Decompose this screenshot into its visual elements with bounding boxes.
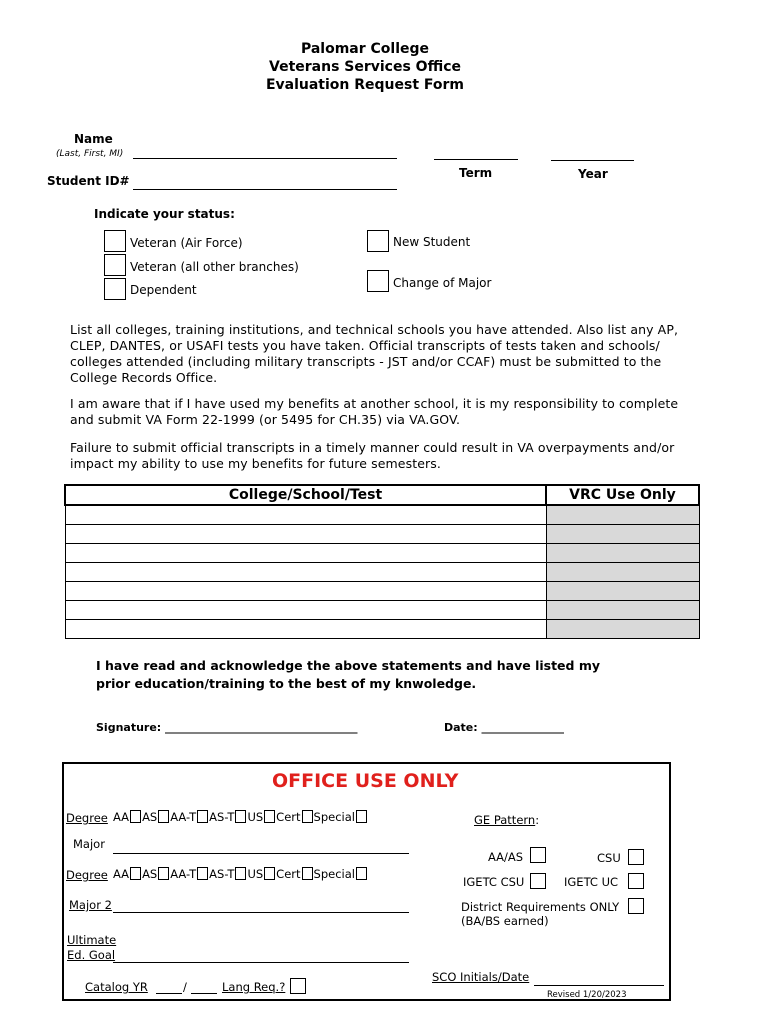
csu-checkbox[interactable] [628,849,644,865]
vrc-cell [546,601,699,620]
district-requirements-checkbox[interactable] [628,898,644,914]
major-2-field[interactable] [113,912,409,913]
degree-2-as-t-checkbox[interactable] [235,867,246,880]
degree-us-checkbox[interactable] [264,810,275,823]
acknowledge-line-1: I have read and acknowledge the above statements and have listed my [96,658,601,673]
degree-2-cert-checkbox[interactable] [302,867,313,880]
district-requirements-note: (BA/BS earned) [461,914,549,928]
csu-label: CSU [597,851,621,865]
college-cell[interactable] [65,544,546,563]
table-row [65,563,699,582]
change-of-major-checkbox[interactable] [367,270,389,292]
ultimate-ed-goal-field[interactable] [113,962,409,963]
status-heading: Indicate your status: [94,207,235,221]
new-student-label: New Student [393,235,471,249]
signature-field[interactable]: Signature: ___________________________________ [96,721,358,734]
degree-2-cert: Cert [276,867,301,881]
ed-goal-label: Ed. Goal [67,948,116,962]
prior-education-table [64,484,700,639]
vrc-cell [546,563,699,582]
catalog-year-end-field[interactable] [191,993,217,994]
dependent-checkbox[interactable] [104,278,126,300]
table-row [65,582,699,601]
catalog-year-label: Catalog YR [85,980,148,994]
benefits-paragraph: I am aware that if I have used my benefits at another school, it is my responsibility to complete and submit VA Form 22-1999 (or 5495 for CH.35) via VA.GOV. [70,396,679,427]
office-use-title: OFFICE USE ONLY [272,770,459,792]
ge-pattern-text: GE Pattern [474,813,536,827]
degree-2-label: Degree [66,868,108,882]
name-hint: (Last, First, MI) [56,149,124,159]
college-cell[interactable] [65,563,546,582]
change-of-major-label: Change of Major [393,276,492,290]
table-row [65,544,699,563]
table-row [65,505,699,525]
college-cell[interactable] [65,525,546,544]
catalog-year-start-field[interactable] [156,993,182,994]
college-column-header: College/School/Test [65,485,546,505]
ultimate-label: Ultimate [67,933,117,947]
igetc-csu-label: IGETC CSU [463,875,525,889]
degree-2-special: Special [313,867,355,881]
year-field[interactable] [551,160,634,161]
vrc-cell [546,582,699,601]
aa-as-checkbox[interactable] [530,847,546,863]
lang-req-label: Lang Req.? [222,980,286,994]
college-cell[interactable] [65,620,546,639]
degree-as-checkbox[interactable] [158,810,169,823]
degree-special-checkbox[interactable] [356,810,367,823]
table-row [65,601,699,620]
degree-2-aa-t: AA-T [170,867,197,881]
catalog-year-separator: / [183,980,187,994]
revised-date: Revised 1/20/2023 [547,990,627,1000]
table-header-row [65,485,699,505]
degree-cert-checkbox[interactable] [302,810,313,823]
degree-2-us-checkbox[interactable] [264,867,275,880]
vrc-cell [546,505,699,525]
table-row [65,525,699,544]
degree-special: Special [313,810,355,824]
lang-req-checkbox[interactable] [290,978,306,994]
sco-initials-label: SCO Initials/Date [432,970,530,984]
date-field[interactable]: Date: _______________ [444,721,565,734]
major-label: Major [73,837,105,851]
district-requirements-label: District Requirements ONLY [461,900,620,914]
acknowledge-line-2: prior education/training to the best of my knwoledge. [96,676,477,691]
degree-options-row-1 [113,810,368,824]
vrc-column-header: VRC Use Only [546,485,699,505]
term-field[interactable] [434,159,518,160]
ge-pattern-label [474,813,539,827]
degree-aa-checkbox[interactable] [130,810,141,823]
student-id-field[interactable] [133,189,397,190]
college-cell[interactable] [65,505,546,525]
degree-aa: AA [113,810,130,824]
transcripts-warning-paragraph: Failure to submit official transcripts in a timely manner could result in VA overpayments and/or impact my ability to use my benefits for future semesters. [70,440,675,471]
degree-2-as-t: AS-T [209,867,235,881]
degree-as: AS [142,810,158,824]
college-cell[interactable] [65,582,546,601]
veteran-other-checkbox[interactable] [104,254,126,276]
veteran-air-force-label: Veteran (Air Force) [130,236,243,250]
degree-label: Degree [66,811,108,825]
major-2-label: Major 2 [69,898,112,912]
degree-aa-t-checkbox[interactable] [197,810,208,823]
degree-as-t-checkbox[interactable] [235,810,246,823]
sco-initials-field[interactable] [534,985,664,986]
degree-options-row-2 [113,867,368,881]
major-field[interactable] [113,853,409,854]
degree-2-aa-t-checkbox[interactable] [197,867,208,880]
degree-2-as-checkbox[interactable] [158,867,169,880]
dependent-label: Dependent [130,283,197,297]
table-row [65,620,699,639]
college-name: Palomar College [300,41,430,57]
vrc-cell [546,544,699,563]
student-id-label: Student ID# [47,174,130,188]
degree-2-aa: AA [113,867,130,881]
veteran-air-force-checkbox[interactable] [104,230,126,252]
degree-us: US [247,810,264,824]
vrc-cell [546,525,699,544]
degree-aa-t: AA-T [170,810,197,824]
degree-cert: Cert [276,810,301,824]
igetc-uc-label: IGETC UC [564,875,619,889]
degree-2-aa-checkbox[interactable] [130,867,141,880]
degree-as-t: AS-T [209,810,235,824]
college-cell[interactable] [65,601,546,620]
degree-2-us: US [247,867,264,881]
igetc-csu-checkbox[interactable] [530,873,546,889]
aa-as-label: AA/AS [488,850,524,864]
year-label: Year [578,167,608,181]
degree-2-as: AS [142,867,158,881]
new-student-checkbox[interactable] [367,230,389,252]
vrc-cell [546,620,699,639]
form-title: Evaluation Request Form [265,77,465,93]
instructions-paragraph: List all colleges, training institutions, and technical schools you have attended. Also list any AP, CLEP, DANTES, or USAFI tests you have taken. Official transcripts of tests taken and schools/ colleges attended (including military transcripts - JST and/or CCAF) must be submitted to the College Records Office. [70,322,679,385]
ge-pattern-colon: : [535,813,540,827]
name-field[interactable] [133,158,397,159]
degree-2-special-checkbox[interactable] [356,867,367,880]
term-label: Term [459,166,493,180]
igetc-uc-checkbox[interactable] [628,873,644,889]
name-label: Name [74,132,113,146]
veteran-other-label: Veteran (all other branches) [130,260,299,274]
office-name: Veterans Services Office [269,59,461,75]
